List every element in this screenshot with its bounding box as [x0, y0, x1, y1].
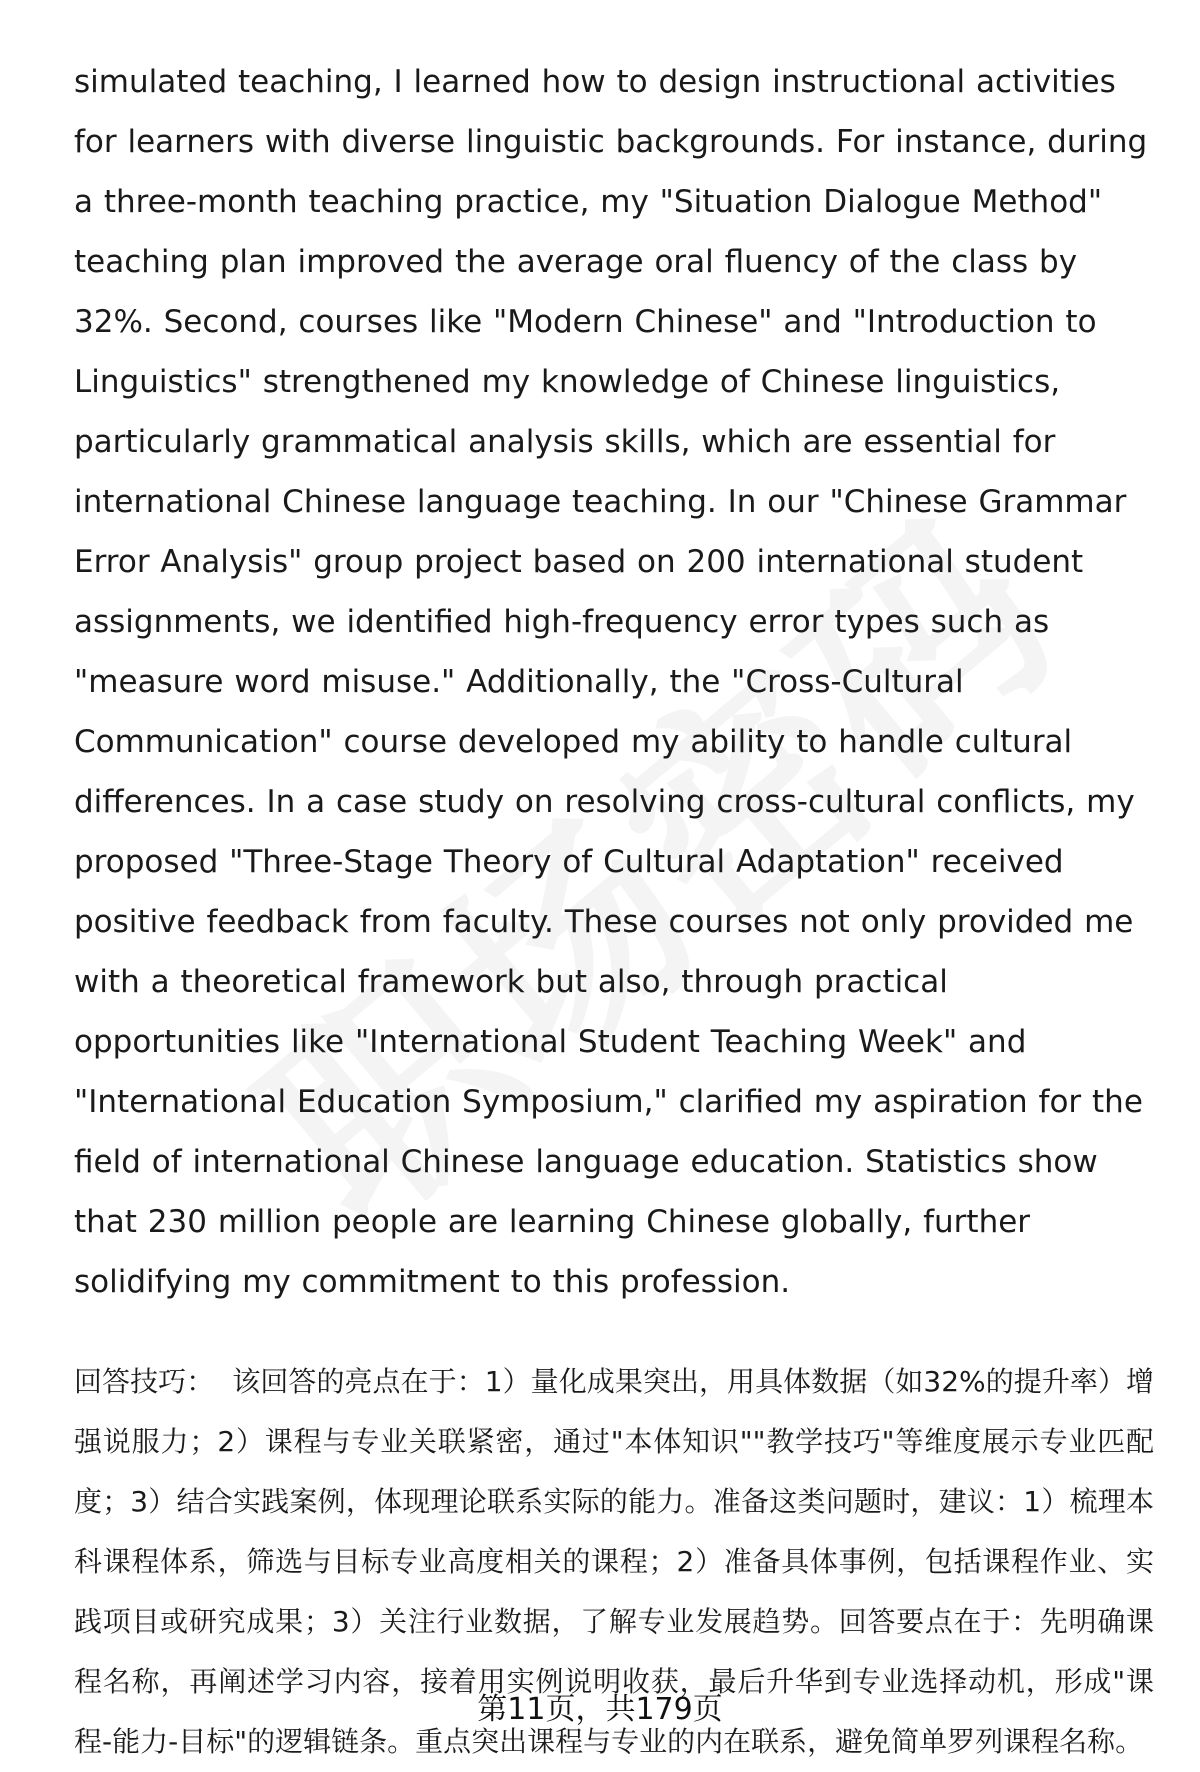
body-paragraph: simulated teaching, I learned how to design instructional activities for learners with diverse linguistic backgrounds. For instance, during a three-month teaching practice, my "Situation Dialogue Method" teaching plan improved the average oral fluency of the class by 32%. Second, courses like "Modern Chinese" and "Introduction to Linguistics" strengthened my knowledge of Chinese linguistics, particularly grammatical analysis skills, which are essential for international Chinese language teaching. In our "Chinese Grammar Error Analysis" group project based on 200 international student assignments, we identified high-frequency error types such as "measure word misuse." Additionally, the "Cross-Cultural Communication" course developed my ability to handle cultural differences. In a case study on resolving cross-cultural conflicts, my proposed "Three-Stage Theory of Cultural Adaptation" received positive feedback from faculty. These courses not only provided me with a theoretical framework but also, through practical opportunities like "International Student Teaching Week" and "International Education Symposium," clarified my aspiration for the field of international Chinese language education. Statistics show that 230 million people are learning Chinese globally, further solidifying my commitment to this profession.	[74, 64, 1148, 1300]
document-page	[74, 52, 1154, 1772]
answer-tip-text: 该回答的亮点在于：1）量化成果突出，用具体数据（如32%的提升率）增强说服力；2）课程与专业关联紧密，通过"本体知识""教学技巧"等维度展示专业匹配度；3）结合实践案例，体现理论联系实际的能力。准备这类问题时，建议：1）梳理本科课程体系，筛选与目标专业高度相关的课程；2）准备具体事例，包括课程作业、实践项目或研究成果；3）关注行业数据，了解专业发展趋势。回答要点在于：先明确课程名称，再阐述学习内容，接着用实例说明收获，最后升华到专业选择动机，形成"课程-能力-目标"的逻辑链条。重点突出课程与专业的内在联系，避免简单罗列课程名称。	[74, 1365, 1154, 1758]
answer-tip-label: 回答技巧：	[74, 1365, 215, 1398]
page-number: 第11页，共179页	[477, 1692, 723, 1727]
